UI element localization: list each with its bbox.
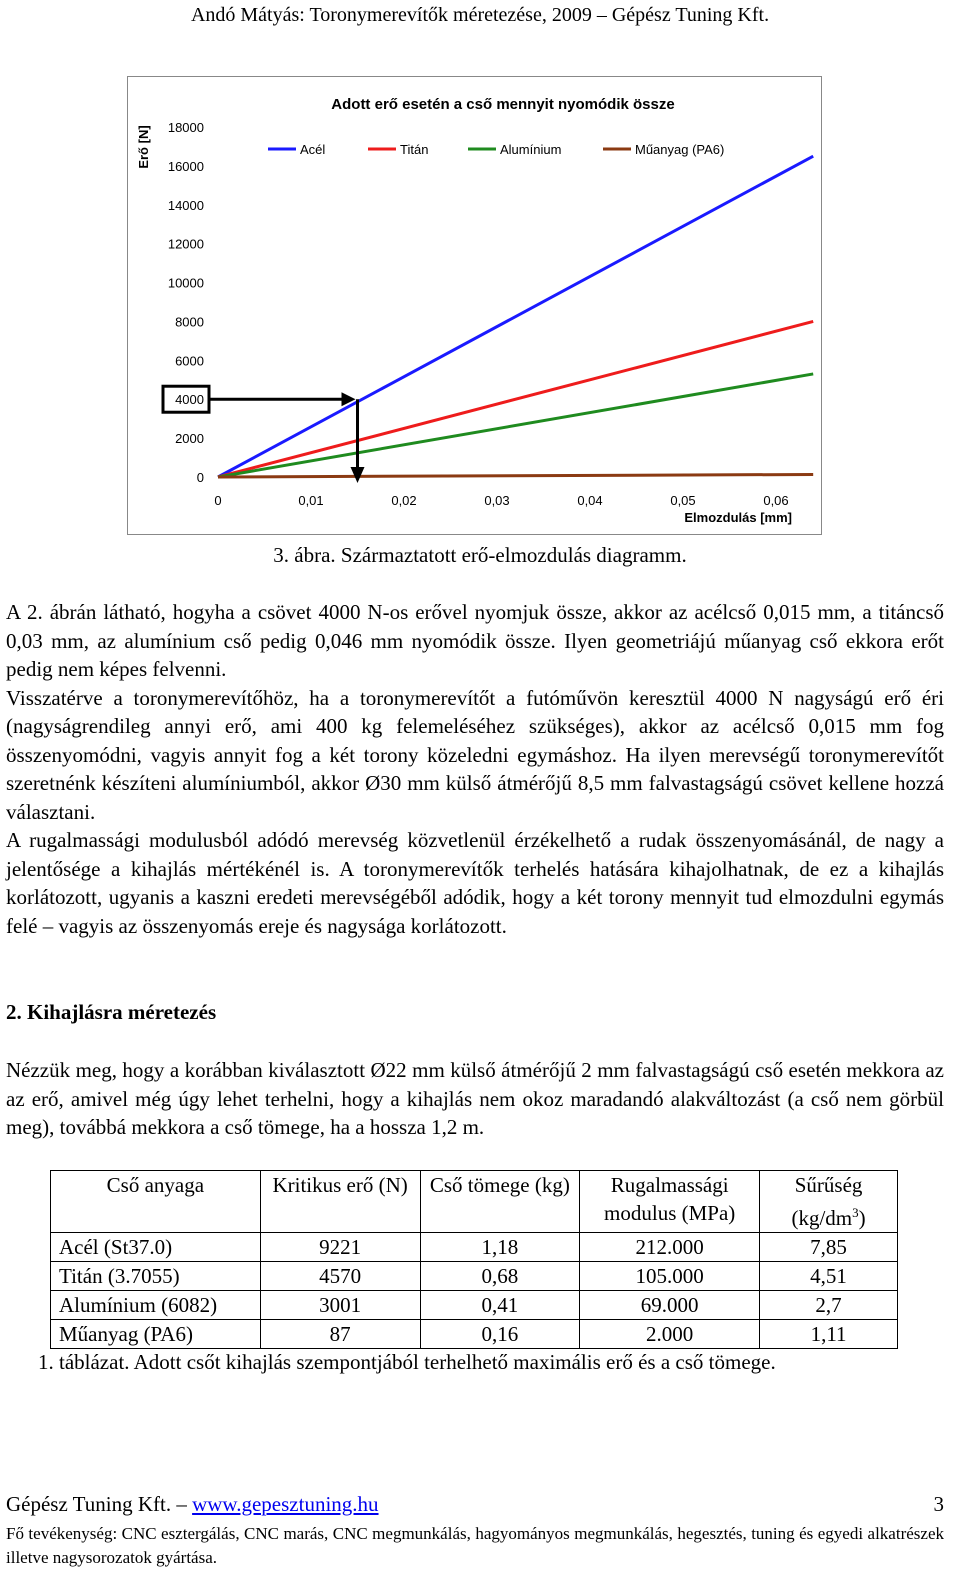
y-axis-label: Erő [N] [136, 125, 151, 169]
table-cell: Alumínium (6082) [51, 1291, 261, 1320]
y-tick-label: 14000 [167, 197, 204, 213]
results-table [50, 1170, 898, 1349]
table-header: Cső tömege (kg) [420, 1171, 580, 1233]
table-cell: 2,7 [760, 1291, 898, 1320]
x-tick-label: 0,01 [298, 493, 324, 508]
body-text [6, 598, 944, 940]
footer-company: Gépész Tuning Kft. – [6, 1492, 193, 1516]
table-cell: 3001 [260, 1291, 420, 1320]
table-cell: 4,51 [760, 1262, 898, 1291]
density-header-sup: 3 [852, 1205, 859, 1220]
table-header-row [51, 1171, 898, 1233]
y-tick-label: 10000 [167, 275, 204, 291]
table-cell: 105.000 [580, 1262, 760, 1291]
table-cell: 212.000 [580, 1233, 760, 1262]
force-displacement-chart [127, 76, 822, 535]
table-cell: 2.000 [580, 1320, 760, 1349]
section-title: 2. Kihajlásra méretezés [6, 1000, 217, 1024]
table-row [51, 1262, 898, 1291]
footer-line [6, 1492, 944, 1517]
table-caption: 1. táblázat. Adott csőt kihajlás szempontjából terhelhető maximális erő és a cső tömege. [38, 1350, 776, 1374]
table-cell: Acél (St37.0) [51, 1233, 261, 1262]
x-tick-label: 0,03 [484, 493, 510, 508]
legend-label: Alumínium [500, 142, 562, 157]
table-cell: Műanyag (PA6) [51, 1320, 261, 1349]
table-cell: 69.000 [580, 1291, 760, 1320]
density-header-text: Sűrűség (kg/dm [791, 1173, 863, 1230]
table-header: Rugalmassági modulus (MPa) [580, 1171, 760, 1233]
x-tick-label: 0,06 [763, 493, 789, 508]
density-header-tail: ) [858, 1206, 866, 1230]
table-header: Kritikus erő (N) [260, 1171, 420, 1233]
table-row [51, 1291, 898, 1320]
y-tick-label: 16000 [167, 158, 204, 174]
table-header: Cső anyaga [51, 1171, 261, 1233]
table-cell: Titán (3.7055) [51, 1262, 261, 1291]
series-line [218, 156, 813, 477]
paragraph-3: A rugalmassági modulusból adódó merevség közvetlenül érzékelhető a rudak összenyomásánál, de nagy a jelentősége a kihajlás mértékénél is. A toronymerevítők terhelés hatására kihajolhatnak, de ez a kihajlás korlátozott, ugyanis a kaszni eredeti merevségéből adódik, hogy a két torony mennyit tud elmozdulni egymás felé – vagyis az összenyomás ereje és nagysága korlátozott. [6, 828, 944, 938]
section-body [6, 1056, 944, 1142]
y-tick-label: 0 [196, 470, 204, 485]
y-tick-label: 18000 [167, 120, 204, 135]
table-cell: 87 [260, 1320, 420, 1349]
chart-title: Adott erő esetén a cső mennyit nyomódik össze [331, 96, 675, 113]
page-number: 3 [933, 1492, 944, 1516]
table-cell: 0,68 [420, 1262, 580, 1291]
footer-website-link[interactable]: www.gepesztuning.hu [192, 1492, 379, 1516]
page-header: Andó Mátyás: Toronymerevítők méretezése, 2009 – Gépész Tuning Kft. [190, 4, 770, 26]
y-tick-label: 12000 [167, 236, 204, 252]
legend-label: Műanyag (PA6) [635, 142, 725, 157]
table-cell: 7,85 [760, 1233, 898, 1262]
table-header [760, 1171, 898, 1233]
legend-label: Titán [400, 142, 429, 157]
series-line [218, 374, 813, 477]
table-cell: 4570 [260, 1262, 420, 1291]
x-tick-label: 0,05 [670, 493, 696, 508]
legend-label: Acél [300, 142, 326, 157]
series-line [218, 474, 813, 477]
y-tick-label: 2000 [175, 431, 204, 447]
figure-caption: 3. ábra. Származtatott erő-elmozdulás diagramm. [273, 543, 687, 567]
paragraph-2: Visszatérve a toronymerevítőhöz, ha a toronymerevítőt a futóművön keresztül 4000 N nagyságú erő éri (nagyságrendileg annyi erő, ami 400 kg felemeléséhez szükséges), akkor az acélcső 0,015 mm fog összenyomódni, vagyis annyit fog a két torony közeledni egymáshoz. Ha ilyen merevségű toronymerevítőt szeretnénk készíteni alumíniumból, akkor Ø30 mm külső átmérőjű 8,5 mm falvastagságú csövet kellene hozzá választani. [6, 685, 944, 824]
y-tick-label: 4000 [175, 392, 204, 408]
section-paragraph: Nézzük meg, hogy a korábban kiválasztott Ø22 mm külső átmérőjű 2 mm falvastagságú cső esetén mekkora az az erő, amivel még úgy lehet terhelni, hogy a kihajlás nem okoz maradandó alakváltozást (a cső nem görbül meg), továbbá mekkora a cső tömege, ha a hossza 1,2 m. [6, 1058, 944, 1139]
table-cell: 0,41 [420, 1291, 580, 1320]
table-cell: 0,16 [420, 1320, 580, 1349]
table-cell: 1,11 [760, 1320, 898, 1349]
table-row [51, 1233, 898, 1262]
y-tick-label: 6000 [175, 353, 204, 369]
x-tick-label: 0 [214, 493, 222, 508]
table-cell: 1,18 [420, 1233, 580, 1262]
chart-svg [128, 77, 821, 534]
y-tick-label: 8000 [175, 314, 204, 330]
x-tick-label: 0,04 [577, 493, 603, 508]
x-axis-label: Elmozdulás [mm] [684, 510, 792, 525]
paragraph-1: A 2. ábrán látható, hogyha a csövet 4000 N-os erővel nyomjuk össze, akkor az acélcső 0,015 mm, a titáncső 0,03 mm, az alumínium cső pedig 0,046 mm nyomódik össze. Ilyen geometriájú műanyag cső ekkora erőt pedig nem képes felvenni. [6, 600, 944, 681]
table-row [51, 1320, 898, 1349]
x-tick-label: 0,02 [391, 493, 417, 508]
table-cell: 9221 [260, 1233, 420, 1262]
footer-activities: Fő tevékenység: CNC esztergálás, CNC marás, CNC megmunkálás, hagyományos megmunkálás, hegesztés, tuning és egyedi alkatrészek illetve nagysorozatok gyártása. [6, 1524, 944, 1567]
